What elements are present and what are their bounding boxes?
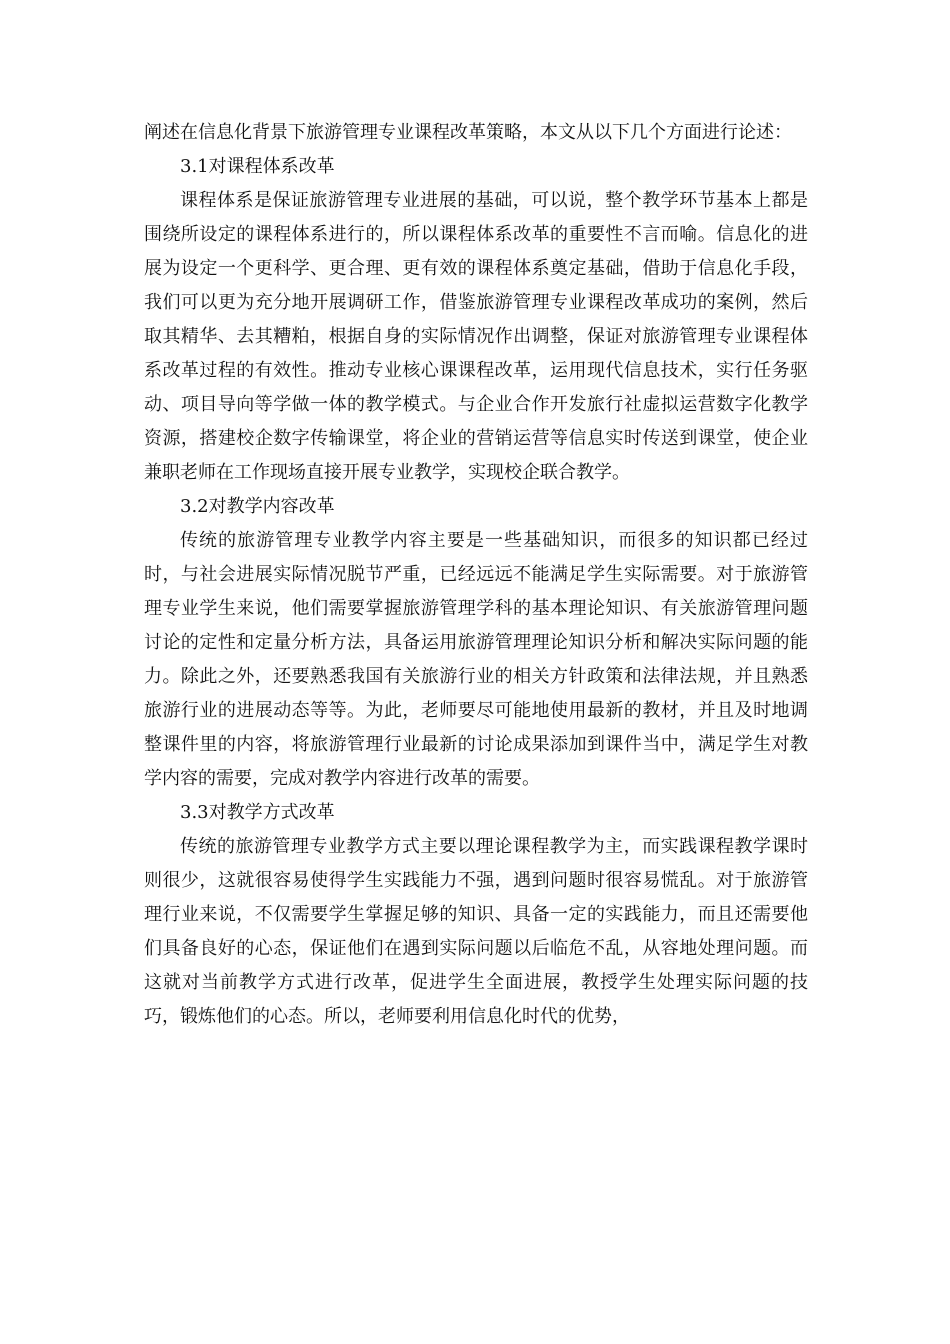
paragraph-teaching-content: 传统的旅游管理专业教学内容主要是一些基础知识，而很多的知识都已经过时，与社会进展实际情况脱节严重，已经远远不能满足学生实际需要。对于旅游管理专业学生来说，他们需要掌握旅游管理学科的基本理论知识、有关旅游管理问题讨论的定性和定量分析方法，具备运用旅游管理理论知识分析和解决实际问题的能力。除此之外，还要熟悉我国有关旅游行业的相关方针政策和法律法规，并且熟悉旅游行业的进展动态等等。为此，老师要尽可能地使用最新的教材，并且及时地调整课件里的内容，将旅游管理行业最新的讨论成果添加到课件当中，满足学生对教学内容的需要，完成对教学内容进行改革的需要。	[144, 530, 808, 789]
document-page	[144, 116, 808, 1034]
section-heading-3-1: 3.1对课程体系改革	[180, 156, 335, 177]
paragraph-continuation: 阐述在信息化背景下旅游管理专业课程改革策略，本文从以下几个方面进行论述：	[144, 122, 792, 143]
paragraph-curriculum-system: 课程体系是保证旅游管理专业进展的基础，可以说，整个教学环节基本上都是围绕所设定的课程体系进行的，所以课程体系改革的重要性不言而喻。信息化的进展为设定一个更科学、更合理、更有效的课程体系奠定基础，借助于信息化手段，我们可以更为充分地开展调研工作，借鉴旅游管理专业课程改革成功的案例，然后取其精华、去其糟粕，根据自身的实际情况作出调整，保证对旅游管理专业课程体系改革过程的有效性。推动专业核心课课程改革，运用现代信息技术，实行任务驱动、项目导向等学做一体的教学模式。与企业合作开发旅行社虚拟运营数字化教学资源，搭建校企数字传输课堂，将企业的营销运营等信息实时传送到课堂，使企业兼职老师在工作现场直接开展专业教学，实现校企联合教学。	[144, 190, 808, 483]
section-heading-3-3: 3.3对教学方式改革	[180, 802, 335, 823]
section-heading-3-2: 3.2对教学内容改革	[180, 496, 335, 517]
paragraph-teaching-method: 传统的旅游管理专业教学方式主要以理论课程教学为主，而实践课程教学课时则很少，这就很容易使得学生实践能力不强，遇到问题时很容易慌乱。对于旅游管理行业来说，不仅需要学生掌握足够的知识、具备一定的实践能力，而且还需要他们具备良好的心态，保证他们在遇到实际问题以后临危不乱，从容地处理问题。而这就对当前教学方式进行改革，促进学生全面进展，教授学生处理实际问题的技巧，锻炼他们的心态。所以，老师要利用信息化时代的优势，	[144, 836, 808, 1027]
